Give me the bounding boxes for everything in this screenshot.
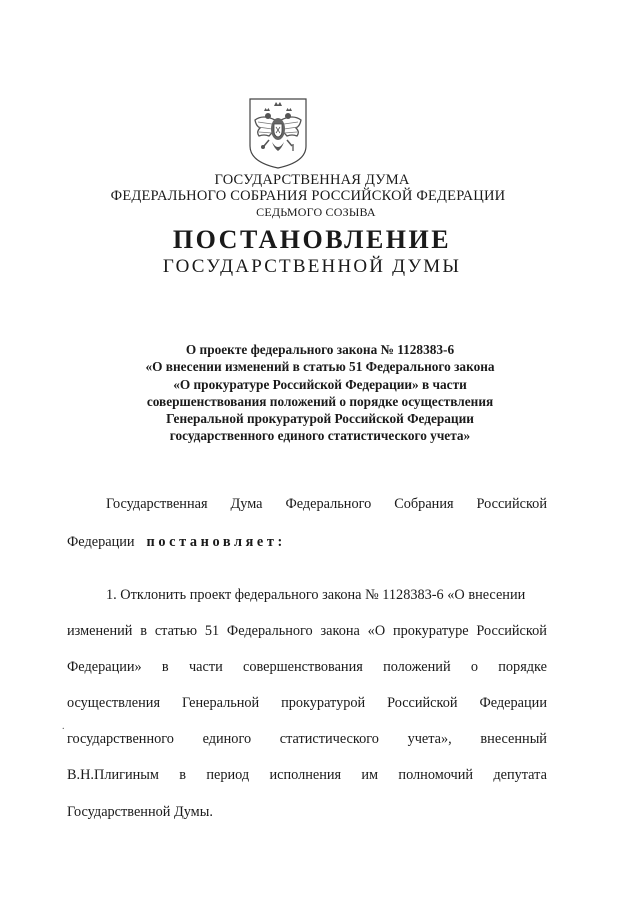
word: в [179, 767, 187, 783]
word: прокуратурой [281, 695, 366, 711]
word: учета», [407, 731, 452, 747]
header-line-duma: ГОСУДАРСТВЕННАЯ ДУМА [214, 172, 410, 188]
item1-line-7: Государственной Думы. [67, 804, 213, 820]
item1-line-6 [67, 767, 547, 784]
header-line-convocation: СЕДЬМОГО СОЗЫВА [256, 205, 376, 219]
word: исполнения [269, 767, 342, 783]
document-subtitle: ГОСУДАРСТВЕННОЙ ДУМЫ [162, 256, 462, 277]
word: депутата [493, 767, 547, 783]
word: Федерации» [67, 659, 142, 675]
subject-line: Генеральной прокуратурой Российской Федерации [166, 411, 474, 427]
subject-line: «О внесении изменений в статью 51 Федерального закона [145, 359, 495, 375]
word: закона [320, 623, 360, 639]
word: в [161, 659, 169, 675]
double-headed-eagle-icon [247, 96, 309, 170]
item1-line-1: 1. Отклонить проект федерального закона № 1128383-6 «О внесении [106, 587, 526, 603]
word: о [470, 659, 478, 675]
preamble-line-1 [106, 496, 547, 513]
word: Федерации [479, 695, 547, 711]
word: Российской [476, 496, 547, 512]
word: прокуратуре [392, 623, 469, 639]
subject-line: О проекте федерального закона № 1128383-6 [185, 342, 455, 357]
word: Дума [230, 496, 263, 512]
word: полномочий [398, 767, 474, 783]
word: период [206, 767, 250, 783]
word: изменений [67, 623, 133, 639]
word: внесенный [480, 731, 547, 747]
word: Собрания [394, 496, 454, 512]
word: «О [367, 623, 386, 639]
word: В.Н.Плигиным [67, 767, 159, 783]
item1-line-3 [67, 659, 547, 676]
document-title: ПОСТАНОВЛЕНИЕ [172, 225, 452, 254]
word: части [188, 659, 223, 675]
word: статью [154, 623, 198, 639]
decision-word: постановляет: [146, 534, 286, 550]
state-emblem [247, 96, 309, 170]
document-subject [0, 341, 640, 445]
word: положений [383, 659, 451, 675]
word: единого [202, 731, 252, 747]
word: Генеральной [181, 695, 260, 711]
word: в [140, 623, 148, 639]
word: осуществления [67, 695, 161, 711]
subject-line: совершенствования положений о порядке осуществления [146, 393, 494, 409]
word: Федерального [226, 623, 313, 639]
word: Российской [387, 695, 458, 711]
subject-line: «О прокуратуре Российской Федерации» в части [173, 376, 467, 392]
word: порядке [498, 659, 547, 675]
word: совершенствования [242, 659, 363, 675]
word: 51 [204, 623, 220, 639]
word: государственного [67, 731, 174, 747]
word: Федерального [285, 496, 372, 512]
margin-mark: . [62, 721, 65, 732]
word: статистического [279, 731, 379, 747]
header-line-federal-assembly: ФЕДЕРАЛЬНОГО СОБРАНИЯ РОССИЙСКОЙ ФЕДЕРАЦИИ [110, 188, 506, 204]
item1-line-4 [67, 695, 547, 712]
word: им [361, 767, 379, 783]
subject-line: государственного единого статистического учета» [169, 428, 471, 444]
preamble-line-2 [67, 534, 547, 551]
item1-line-5 [67, 731, 547, 748]
preamble-text: Федерации [67, 534, 135, 550]
item1-line-2 [67, 623, 547, 640]
word: Российской [476, 623, 547, 639]
word: Государственная [106, 496, 208, 512]
